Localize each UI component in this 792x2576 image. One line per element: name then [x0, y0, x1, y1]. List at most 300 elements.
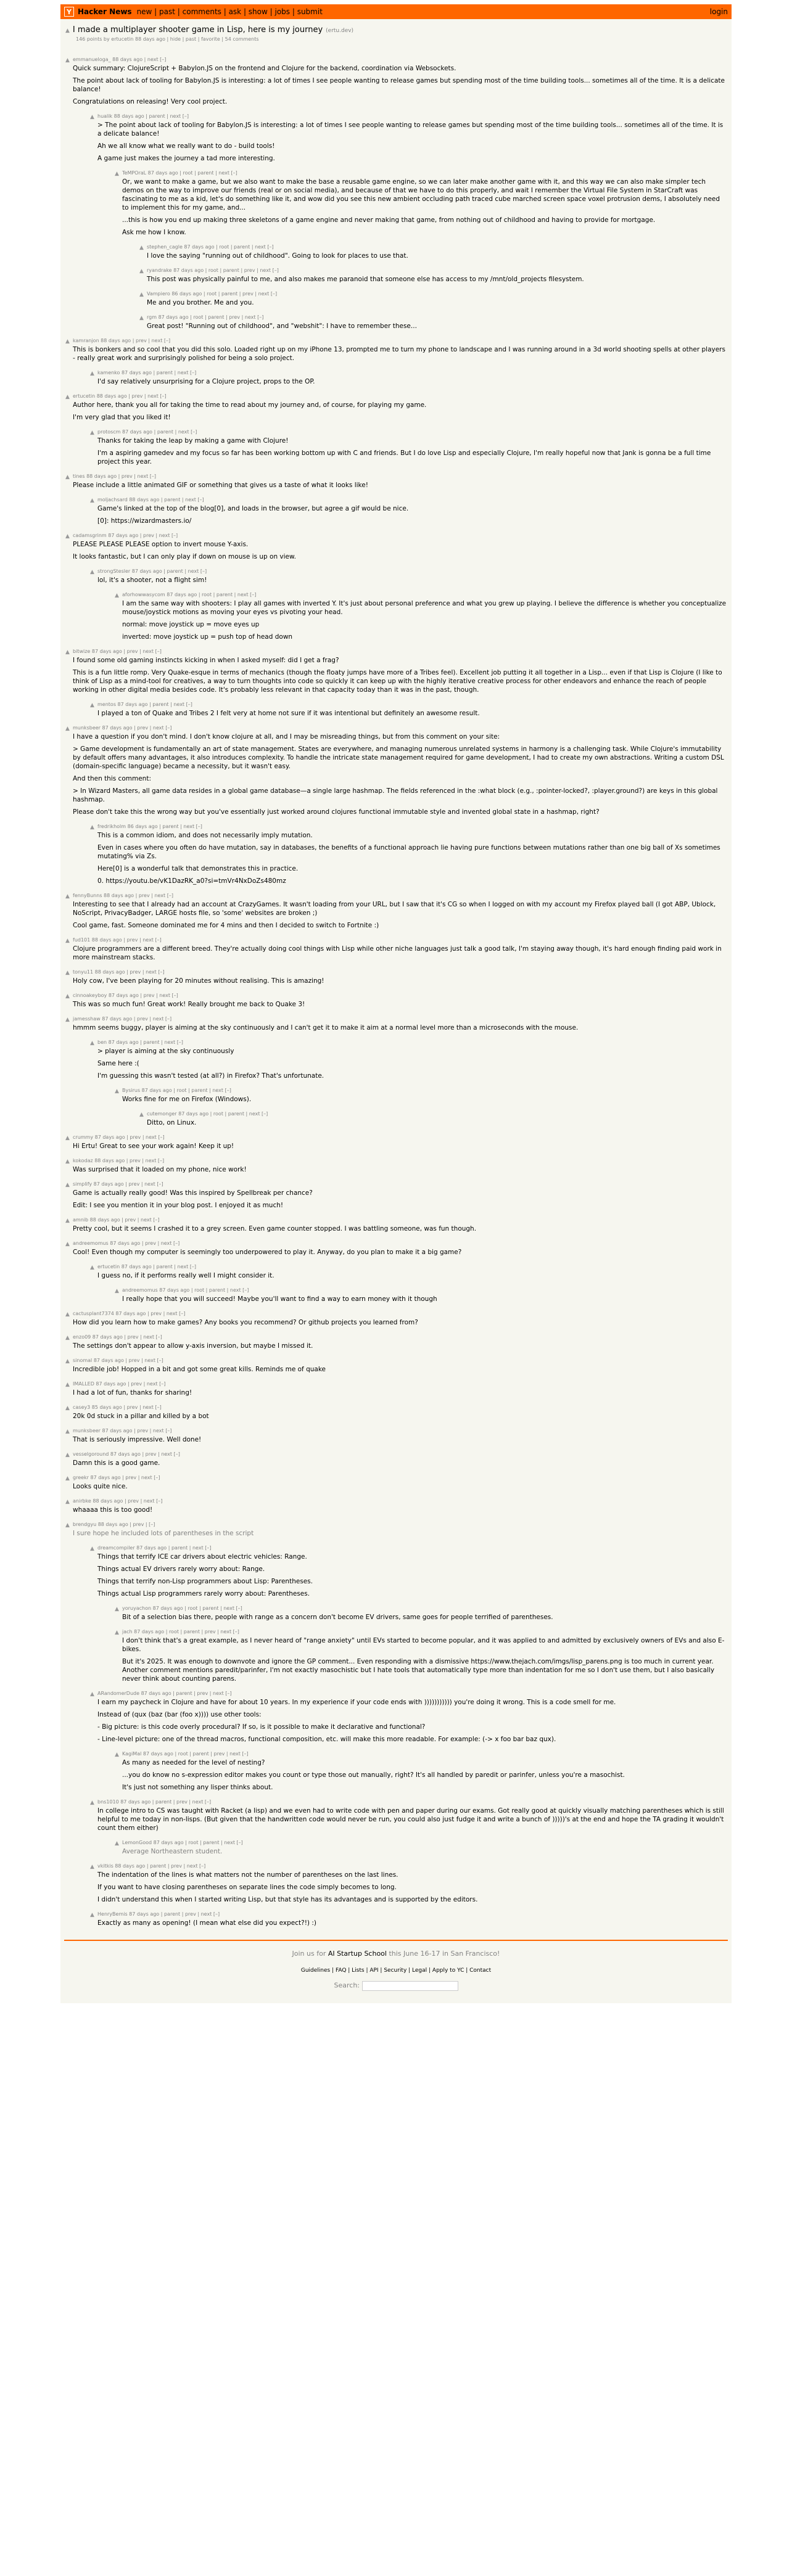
- comment-body: [97, 702, 727, 718]
- comment: [90, 1264, 727, 1280]
- upvote-arrow-icon[interactable]: ▲: [65, 1311, 70, 1318]
- comment-paragraph: I'm very glad that you liked it!: [73, 414, 171, 421]
- comment-body: [73, 937, 727, 962]
- comment-paragraph: This was so much fun! Great work! Really brought me back to Quake 3!: [73, 1001, 305, 1008]
- upvote-arrow-icon[interactable]: ▲: [65, 338, 70, 345]
- comment-body: [122, 170, 727, 237]
- upvote-arrow-icon[interactable]: ▲: [90, 1864, 94, 1870]
- comment: [65, 969, 727, 985]
- comment-paragraph: Things actual EV drivers rarely worry about: Range.: [97, 1565, 265, 1573]
- comment: [65, 1451, 727, 1467]
- comment-text: [73, 900, 727, 930]
- comment-body: [122, 1751, 727, 1792]
- upvote-arrow-icon[interactable]: ▲: [65, 726, 70, 732]
- upvote-arrow-icon[interactable]: ▲: [65, 970, 70, 976]
- comment-text: [122, 1613, 727, 1622]
- upvote-arrow-icon[interactable]: ▲: [65, 1335, 70, 1341]
- upvote-arrow-icon[interactable]: ▲: [115, 1606, 119, 1612]
- comment-paragraph: > player is aiming at the sky continuously: [97, 1048, 234, 1055]
- comment-text: [97, 437, 727, 466]
- yc-banner-prefix: Join us for: [292, 1950, 328, 1958]
- comment-paragraph: inverted: move joystick up = push top of head down: [122, 633, 293, 641]
- comment-body: [73, 1475, 727, 1491]
- top-bar: [60, 4, 732, 19]
- upvote-arrow-icon[interactable]: ▲: [65, 1218, 70, 1224]
- comment-paragraph: I played a ton of Quake and Tribes 2 I felt very at home not sure if it was intentional but definitely an awesome result.: [97, 710, 480, 717]
- upvote-arrow-icon[interactable]: ▲: [65, 1429, 70, 1435]
- story-title-row: [65, 25, 727, 35]
- comment-text: [73, 1142, 727, 1151]
- upvote-arrow-icon[interactable]: ▲: [65, 57, 70, 64]
- upvote-arrow-icon[interactable]: ▲: [65, 1358, 70, 1364]
- comment-paragraph: PLEASE PLEASE PLEASE option to invert mouse Y-axis.: [73, 541, 249, 548]
- comment-text: [97, 504, 727, 525]
- upvote-arrow-icon[interactable]: ▲: [65, 649, 70, 655]
- upvote-arrow-icon[interactable]: ▲: [90, 1546, 94, 1552]
- comment-paragraph: This is a common idiom, and does not necessarily imply mutation.: [97, 832, 313, 839]
- yc-startup-school-link[interactable]: AI Startup School: [328, 1950, 387, 1958]
- upvote-arrow-icon[interactable]: ▲: [90, 1265, 94, 1271]
- comment-header[interactable]: ertucetin 88 days ago | prev | next [–]: [73, 393, 167, 399]
- comment-body: [73, 1311, 727, 1327]
- comment-paragraph: Clojure programmers are a different breed. They're actually doing cool things with Lisp while other niche languages just talk a good talk, I'm staying away though, it's hard enough finding paid work in more mainstream stacks.: [73, 945, 722, 961]
- footer-links[interactable]: Guidelines | FAQ | Lists | API | Security | Legal | Apply to YC | Contact: [300, 1967, 492, 1974]
- comment-text: [122, 1847, 727, 1856]
- comment: [65, 649, 727, 694]
- comment: [90, 568, 727, 585]
- comment-body: [122, 1606, 727, 1622]
- comment: [115, 1751, 727, 1792]
- comment-body: [73, 1498, 727, 1514]
- comment: [115, 592, 727, 641]
- upvote-arrow-icon[interactable]: ▲: [90, 569, 94, 575]
- comment: [65, 993, 727, 1009]
- comment-text: [97, 1871, 727, 1904]
- comment-paragraph: Incredible job! Hopped in a bit and got some great kills. Reminds me of quake: [73, 1366, 326, 1373]
- comment-text: [97, 1553, 727, 1598]
- comment-text: [73, 1412, 727, 1421]
- search-input[interactable]: [362, 1981, 458, 1991]
- upvote-arrow-icon[interactable]: ▲: [90, 430, 94, 436]
- comment-paragraph: As many as needed for the level of nesting?: [122, 1759, 265, 1766]
- comment-body: [97, 370, 727, 386]
- comment-body: [73, 969, 727, 985]
- comment-paragraph: normal: move joystick up = move eyes up: [122, 621, 260, 628]
- comment-header[interactable]: munksbeer 87 days ago | prev | next [–]: [73, 725, 172, 731]
- comment-text: [97, 709, 727, 718]
- comment: [90, 429, 727, 466]
- comment-header[interactable]: casey3 85 days ago | prev | next [–]: [73, 1405, 162, 1410]
- comment: [139, 291, 727, 307]
- comment-body: [122, 592, 727, 641]
- comment-header[interactable]: enzo09 87 days ago | prev | next [–]: [73, 1334, 162, 1340]
- comment-header[interactable]: yoruyachon 87 days ago | root | parent | next [–]: [122, 1606, 242, 1611]
- comment: [139, 244, 727, 260]
- comment-header[interactable]: ryandrake 87 days ago | root | parent | prev | next [–]: [147, 268, 279, 273]
- comment-paragraph: I am the same way with shooters: I play all games with inverted Y. It's just about personal preference and what you grew up playing. I believe the difference is whether you conceptualize mouse/joystick motions as moving your eyes vs pivoting your head.: [122, 600, 727, 616]
- page-wrapper: [60, 4, 732, 2003]
- comment-paragraph: I'm a aspiring gamedev and my focus so far has been working bottom up with C and friends. But I do love Lisp and especially Clojure, I'm really hopeful now that Jank is gonna be a full time project this year.: [97, 449, 711, 466]
- comment-body: [147, 314, 727, 330]
- upvote-arrow-icon[interactable]: ▲: [139, 245, 144, 251]
- comment-header[interactable]: HenryBemis 87 days ago | parent | prev | next [–]: [97, 1911, 220, 1917]
- comment-header[interactable]: fud101 88 days ago | prev | next [–]: [73, 937, 162, 943]
- upvote-arrow-icon[interactable]: ▲: [90, 1800, 94, 1806]
- comment-paragraph: 20k 0d stuck in a pillar and killed by a bot: [73, 1413, 209, 1420]
- comment: [65, 1016, 727, 1032]
- comment-paragraph: Cool! Even though my computer is seemingly too underpowered to play it. Anyway, do you plan to make it a big game?: [73, 1249, 462, 1256]
- comment-body: [122, 1088, 727, 1104]
- comment-text: [122, 1295, 727, 1303]
- comment: [65, 1134, 727, 1151]
- comment-paragraph: I had a lot of fun, thanks for sharing!: [73, 1389, 192, 1397]
- comment-body: [73, 1181, 727, 1210]
- comment: [115, 1088, 727, 1104]
- comment-paragraph: Was surprised that it loaded on my phone, nice work!: [73, 1166, 247, 1173]
- comment-header[interactable]: KagiMal 87 days ago | root | parent | prev | next [–]: [122, 1751, 249, 1757]
- comment-body: [97, 568, 727, 585]
- comment-header[interactable]: anirbke 88 days ago | prev | next [–]: [73, 1498, 163, 1504]
- comment-header[interactable]: rgm 87 days ago | root | parent | prev | next [–]: [147, 314, 264, 320]
- upvote-arrow-icon[interactable]: ▲: [65, 1522, 70, 1528]
- comment-paragraph: I have a question if you don't mind. I don't know clojure at all, and I may be misreading things, but from this comment on your site:: [73, 733, 500, 740]
- comment-paragraph: ...this is how you end up making three skeletons of a game engine and never making that game, from nothing out of childhood and having to provide for mortgage.: [122, 216, 656, 224]
- comment-header[interactable]: greekr 87 days ago | prev | next [–]: [73, 1475, 160, 1480]
- comment-paragraph: Author here, thank you all for taking the time to read about my journey and, of course, for playing my game.: [73, 401, 427, 409]
- comment-paragraph: The point about lack of tooling for Babylon.JS is interesting: a lot of times I see people wanting to release games but spending most of the time building tools... sometimes all of the time. It is a delicate balance!: [73, 77, 725, 93]
- comment-paragraph: Exactly as many as opening! (I mean what else did you expect?!) :): [97, 1919, 316, 1927]
- comment-body: [122, 1287, 727, 1303]
- comment-header[interactable]: vkitkis 88 days ago | parent | prev | next [–]: [97, 1863, 206, 1869]
- comment-text: [97, 831, 727, 885]
- comment-text: [122, 1758, 727, 1792]
- comment-paragraph: And then this comment:: [73, 775, 151, 782]
- upvote-arrow-icon[interactable]: ▲: [65, 1159, 70, 1165]
- comment-paragraph: whaaaa this is too good!: [73, 1506, 153, 1514]
- comment-text: [73, 945, 727, 962]
- comment-paragraph: Ask me how I know.: [122, 229, 186, 236]
- comment: [139, 1111, 727, 1127]
- comment-header[interactable]: jamesshaw 87 days ago | prev | next [–]: [73, 1016, 172, 1022]
- comment-text: [73, 1248, 727, 1257]
- comment-text: [73, 1459, 727, 1467]
- comment-header[interactable]: amnib 88 days ago | prev | next [–]: [73, 1217, 160, 1223]
- comment: [90, 1799, 727, 1832]
- comment-paragraph: lol, it's a shooter, not a flight sim!: [97, 576, 207, 584]
- comment-paragraph: I don't think that's a great example, as I never heard of "range anxiety" until EVs started to become popular, and it was applied to and admitted by exclusively owners of EVs and also E-bikes.: [122, 1637, 725, 1653]
- comment-header[interactable]: bns1010 87 days ago | parent | prev | next [–]: [97, 1799, 212, 1805]
- upvote-arrow-icon[interactable]: ▲: [139, 1112, 144, 1118]
- upvote-arrow-icon[interactable]: ▲: [65, 474, 70, 480]
- upvote-arrow-icon[interactable]: ▲: [65, 1382, 70, 1388]
- comment-paragraph: The indentation of the lines is what matters not the number of parentheses on the last lines.: [97, 1871, 398, 1879]
- comment-header[interactable]: ben 87 days ago | parent | next [–]: [97, 1040, 183, 1045]
- comment-header[interactable]: strongStesler 87 days ago | parent | next [–]: [97, 568, 207, 574]
- comment-text: [73, 1365, 727, 1374]
- comment-header[interactable]: sinomal 87 days ago | prev | next [–]: [73, 1358, 163, 1363]
- comment-text: [122, 1095, 727, 1104]
- comment-body: [73, 393, 727, 422]
- comment-paragraph: If you want to have closing parentheses on separate lines the code simply becomes to long.: [97, 1884, 397, 1891]
- comment: [90, 113, 727, 163]
- upvote-arrow-icon[interactable]: ▲: [90, 1912, 94, 1918]
- comment-paragraph: Ah we all know what we really want to do - build tools!: [97, 142, 275, 150]
- upvote-arrow-icon[interactable]: ▲: [90, 1691, 94, 1697]
- upvote-arrow-icon[interactable]: ▲: [65, 533, 70, 539]
- comment-header[interactable]: munksbeer 87 days ago | prev | next [–]: [73, 1428, 172, 1434]
- comment-text: [73, 1388, 727, 1397]
- upvote-arrow-icon[interactable]: ▲: [115, 1752, 119, 1758]
- comment-header[interactable]: andreemomus 87 days ago | root | parent | next [–]: [122, 1287, 249, 1293]
- comment: [90, 824, 727, 885]
- comment-header[interactable]: ertucetin 87 days ago | parent | next [–]: [97, 1264, 197, 1270]
- comment: [65, 1475, 727, 1491]
- top-nav[interactable]: new | past | comments | ask | show | jobs | submit: [136, 7, 323, 16]
- comment-body: [97, 1691, 727, 1744]
- comment: [65, 1334, 727, 1350]
- hn-logo-icon[interactable]: Y: [64, 7, 74, 17]
- comment-text: [73, 1342, 727, 1350]
- upvote-arrow-icon[interactable]: ▲: [139, 292, 144, 298]
- comment: [65, 1405, 727, 1421]
- yc-banner: [64, 1950, 728, 1958]
- comment-paragraph: I really hope that you will succeed! Maybe you'll want to find a way to earn money with it though: [122, 1295, 437, 1303]
- comment-header[interactable]: kokodaz 88 days ago | prev | next [–]: [73, 1158, 165, 1163]
- footer: [64, 1940, 728, 2003]
- comment-paragraph: - Big picture: is this code overly procedural? If so, is it possible to make it declarative and functional?: [97, 1723, 426, 1731]
- upvote-arrow-icon[interactable]: ▲: [115, 171, 119, 177]
- comment-body: [73, 1381, 727, 1397]
- comment-text: [97, 1271, 727, 1280]
- comment-paragraph: Even in cases where you often do have mutation, say in databases, the benefits of a functional approach lie having pure functions between mutations rather than one big ball of Xs sometimes mutating% via Zs.: [97, 844, 720, 860]
- comment: [90, 1040, 727, 1080]
- upvote-arrow-icon[interactable]: ▲: [115, 1630, 119, 1636]
- comment-body: [73, 1134, 727, 1151]
- login-link[interactable]: login: [709, 7, 728, 16]
- comment-paragraph: That is seriously impressive. Well done!: [73, 1436, 202, 1443]
- upvote-arrow-icon[interactable]: ▲: [90, 824, 94, 831]
- comment-header[interactable]: tines 88 days ago | prev | next [–]: [73, 474, 157, 479]
- comment-paragraph: Please don't take this the wrong way but you've essentially just worked around clojures functional immutable style and invented global state in a hashmap, right?: [73, 808, 600, 816]
- comment-text: [73, 1023, 727, 1032]
- comment-text: [97, 377, 727, 386]
- upvote-arrow-icon[interactable]: ▲: [115, 1288, 119, 1294]
- comment-paragraph: A game just makes the journey a tad more interesting.: [97, 155, 275, 162]
- comment-header[interactable]: cinnoakeyboy 87 days ago | prev | next [–]: [73, 993, 178, 998]
- comment-paragraph: Works fine for me on Firefox (Windows).: [122, 1096, 252, 1103]
- comment-paragraph: Great post! "Running out of childhood", and "webshit": I have to remember these...: [147, 322, 417, 330]
- comment: [90, 1545, 727, 1598]
- comment: [65, 474, 727, 490]
- comment-text: [97, 1807, 727, 1832]
- comment-paragraph: Thanks for taking the leap by making a game with Clojure!: [97, 437, 289, 445]
- comment-body: [147, 1111, 727, 1127]
- upvote-arrow-icon[interactable]: ▲: [90, 1040, 94, 1046]
- comment-text: [73, 345, 727, 363]
- site-name[interactable]: Hacker News: [78, 7, 132, 16]
- comment-text: [147, 1118, 727, 1127]
- comment: [65, 1158, 727, 1174]
- comment-body: [97, 824, 727, 885]
- comment-text: [73, 1529, 727, 1538]
- comment-paragraph: Or, we want to make a game, but we also want to make the base a reusable game engine, so we can later make another game with it, and this way we can also make simpler tech demos on the way to improve our friends (real or on social media), and because of that we have to do this properly, and wait I remember the Virtual File System in StarCraft was fascinating to me as a kid, let's do something like it, and wow did you see this new ambient occluding path traced cube marched screen space voxel protrusion dems, I absolutely need to implement this for my game, and...: [122, 178, 720, 211]
- comment: [115, 170, 727, 237]
- comment-body: [97, 1799, 727, 1832]
- comment-paragraph: Congratulations on releasing! Very cool project.: [73, 98, 228, 105]
- comment-paragraph: This post was physically painful to me, and also makes me paranoid that someone else has access to my /mnt/old_projects filesystem.: [147, 276, 584, 283]
- comment-paragraph: The settings don't appear to allow y-axis inversion, but maybe I missed it.: [73, 1342, 313, 1350]
- comment-paragraph: I'd say relatively unsurprising for a Clojure project, props to the OP.: [97, 378, 315, 385]
- upvote-arrow-icon[interactable]: ▲: [139, 315, 144, 321]
- comment-header[interactable]: cadamsgrinm 87 days ago | prev | next [–]: [73, 533, 178, 538]
- comment-body: [73, 57, 727, 106]
- comment-header[interactable]: LemonGood 87 days ago | root | parent | next [–]: [122, 1840, 243, 1845]
- upvote-arrow-icon[interactable]: ▲: [115, 1840, 119, 1847]
- comment-header[interactable]: brendgyu 88 days ago | prev | [–]: [73, 1522, 155, 1527]
- comment-header[interactable]: cactusplant7374 87 days ago | prev | next [–]: [73, 1311, 186, 1316]
- comment-text: [97, 576, 727, 585]
- upvote-arrow-icon[interactable]: ▲: [65, 1452, 70, 1458]
- comment-header[interactable]: fennyBunns 88 days ago | prev | next [–]: [73, 893, 173, 898]
- comment-body: [97, 1040, 727, 1080]
- comment-header[interactable]: bitwize 87 days ago | prev | next [–]: [73, 649, 162, 654]
- comment-paragraph: I love the saying "running out of childhood". Going to look for places to use that.: [147, 252, 408, 260]
- comment-header[interactable]: vesselgoround 87 days ago | prev | next [–]: [73, 1451, 180, 1457]
- comment-header[interactable]: emmanueloga_ 88 days ago | next [–]: [73, 57, 167, 62]
- comment-header[interactable]: kamenko 87 days ago | parent | next [–]: [97, 370, 197, 375]
- upvote-arrow-icon[interactable]: ▲: [90, 498, 94, 504]
- comment-header[interactable]: kamranjon 88 days ago | prev | next [–]: [73, 338, 171, 343]
- comment-body: [73, 1358, 727, 1374]
- comment-header[interactable]: tonyu11 88 days ago | prev | next [–]: [73, 969, 165, 975]
- comment-paragraph: It's just not something any lisper thinks about.: [122, 1784, 273, 1791]
- comment-text: [97, 121, 727, 163]
- comment-body: [97, 113, 727, 163]
- comment-paragraph: - Line-level picture: one of the thread macros, functional composition, etc. will make this more readable. For example: (-> x foo bar baz qux).: [97, 1736, 556, 1743]
- comment-header[interactable]: ARandomerDude 87 days ago | parent | prev | next [–]: [97, 1691, 232, 1696]
- comment-header[interactable]: andreemomus 87 days ago | prev | next [–]: [73, 1241, 180, 1246]
- comment-header[interactable]: cutemonger 87 days ago | root | parent | next [–]: [147, 1111, 268, 1117]
- comment: [65, 1241, 727, 1257]
- comment-header[interactable]: hualik 88 days ago | parent | next [–]: [97, 113, 189, 119]
- comment-text: [147, 252, 727, 260]
- comment-header[interactable]: Bysirus 87 days ago | root | parent | next [–]: [122, 1088, 231, 1093]
- story: [60, 19, 732, 49]
- comment-text: [147, 298, 727, 307]
- upvote-arrow-icon[interactable]: ▲: [65, 28, 70, 34]
- comment-text: [73, 481, 727, 490]
- story-subtext: 146 points by ertucetin 88 days ago | hide | past | favorite | 54 comments: [76, 36, 259, 42]
- comment-header[interactable]: stephen_cagle 87 days ago | root | parent | next [–]: [147, 244, 274, 250]
- upvote-arrow-icon[interactable]: ▲: [65, 1241, 70, 1247]
- comment: [65, 1358, 727, 1374]
- upvote-arrow-icon[interactable]: ▲: [65, 1135, 70, 1141]
- comment-header[interactable]: fredrikholm 86 days ago | parent | next [–]: [97, 824, 202, 829]
- upvote-arrow-icon[interactable]: ▲: [65, 993, 70, 999]
- comment-paragraph: It looks fantastic, but I can only play if down on mouse is up on view.: [73, 553, 296, 560]
- story-title[interactable]: I made a multiplayer shooter game in Lisp, here is my journey: [72, 25, 323, 35]
- comment-header[interactable]: IMALLED 87 days ago | prev | next [–]: [73, 1381, 166, 1387]
- comment-text: [73, 1318, 727, 1327]
- comment: [90, 497, 727, 525]
- comment-text: [147, 322, 727, 330]
- comment-paragraph: Instead of (qux (baz (bar (foo x)))) use other tools:: [97, 1711, 262, 1718]
- comment-paragraph: Me and you brother. Me and you.: [147, 299, 254, 306]
- comment: [65, 1181, 727, 1210]
- comment: [90, 1863, 727, 1904]
- comment-paragraph: In college intro to CS was taught with Racket (a lisp) and we even had to write code with pen and paper during our exams. Got really good at quickly visually matching parentheses which is still helpful to me today in non-lisps. (But given that the handwritten code would never be run, you could also just fudge it and write a bunch of )))))'s at the end and hope the TA grading it wouldn't count them either): [97, 1807, 724, 1832]
- comment-body: [97, 497, 727, 525]
- comment: [65, 1428, 727, 1444]
- upvote-arrow-icon[interactable]: ▲: [65, 1017, 70, 1023]
- story-domain[interactable]: (ertu.dev): [326, 28, 354, 34]
- comment: [65, 1381, 727, 1397]
- comment-header[interactable]: dreamcompiler 87 days ago | parent | next [–]: [97, 1545, 212, 1551]
- comment-body: [73, 1334, 727, 1350]
- upvote-arrow-icon[interactable]: ▲: [65, 394, 70, 400]
- comment-body: [122, 1840, 727, 1856]
- comment-header[interactable]: Vampiero 86 days ago | root | parent | prev | next [–]: [147, 291, 278, 297]
- upvote-arrow-icon[interactable]: ▲: [90, 702, 94, 708]
- comment-paragraph: hmmm seems buggy, player is aiming at the sky continuously and I can't get it to make it aim at a normal level more than a microseconds with the mouse.: [73, 1024, 579, 1032]
- comment-paragraph: > The point about lack of tooling for Babylon.JS is interesting: a lot of times I see people wanting to release games but spending most of the time building tools... sometimes all of the time. It is a delicate balance!: [97, 121, 724, 137]
- comment-paragraph: [0]: https://wizardmasters.io/: [97, 517, 192, 525]
- comment-body: [97, 1264, 727, 1280]
- comment: [139, 314, 727, 330]
- comment-header[interactable]: jach 87 days ago | root | parent | prev | next [–]: [122, 1629, 239, 1635]
- upvote-arrow-icon[interactable]: ▲: [65, 1405, 70, 1411]
- comment-header[interactable]: moljachsard 88 days ago | parent | next [–]: [97, 497, 204, 502]
- comment-paragraph: Edit: I see you mention it in your blog post. I enjoyed it as much!: [73, 1202, 284, 1209]
- upvote-arrow-icon[interactable]: ▲: [90, 371, 94, 377]
- comment-body: [97, 1545, 727, 1598]
- search-label: Search:: [334, 1981, 360, 1990]
- comment-header[interactable]: crummy 87 days ago | prev | next [–]: [73, 1134, 165, 1140]
- upvote-arrow-icon[interactable]: ▲: [139, 268, 144, 274]
- comment-text: [73, 656, 727, 694]
- comment-header[interactable]: protoscm 87 days ago | parent | next [–]: [97, 429, 197, 435]
- upvote-arrow-icon[interactable]: ▲: [115, 593, 119, 599]
- comment-body: [73, 1217, 727, 1233]
- upvote-arrow-icon[interactable]: ▲: [65, 893, 70, 900]
- comment-text: [73, 540, 727, 561]
- comment-text: [73, 1165, 727, 1174]
- comment-text: [73, 1506, 727, 1514]
- comment-paragraph: I sure hope he included lots of parentheses in the script: [73, 1530, 254, 1537]
- upvote-arrow-icon[interactable]: ▲: [65, 938, 70, 944]
- comment-header[interactable]: simplify 87 days ago | prev | next [–]: [73, 1181, 163, 1187]
- comment-header[interactable]: aforhowwasycom 87 days ago | root | parent | next [–]: [122, 592, 257, 597]
- upvote-arrow-icon[interactable]: ▲: [65, 1499, 70, 1505]
- comment-header[interactable]: mentos 87 days ago | parent | next [–]: [97, 702, 192, 707]
- upvote-arrow-icon[interactable]: ▲: [115, 1088, 119, 1094]
- comment-body: [97, 429, 727, 466]
- comment-paragraph: Pretty cool, but it seems I crashed it to a grey screen. Even game counter stopped. I was battling someone, was fun though.: [73, 1225, 477, 1233]
- comment-body: [147, 291, 727, 307]
- comment-text: [122, 178, 727, 237]
- upvote-arrow-icon[interactable]: ▲: [65, 1182, 70, 1188]
- comment-paragraph: > Game development is fundamentally an art of state management. States are everywhere, and managing numerous unrelated systems in harmony is a challenging task. While Clojure's immutability by default offers many advantages, it also introduces complexity. To handle the intricate state management required for game development, I had to create my own abstractions. Writing a custom DSL (domain-specific language) became a necessity, but it wasn't easy.: [73, 745, 724, 770]
- comment-body: [73, 1522, 727, 1538]
- upvote-arrow-icon[interactable]: ▲: [65, 1475, 70, 1482]
- footer-search: [64, 1981, 728, 1991]
- comment-header[interactable]: TeMPOraL 87 days ago | root | parent | next [–]: [122, 170, 237, 176]
- comment-text: [73, 1189, 727, 1210]
- upvote-arrow-icon[interactable]: ▲: [90, 114, 94, 120]
- comment: [115, 1287, 727, 1303]
- comment-paragraph: Things that terrify ICE car drivers about electric vehicles: Range.: [97, 1553, 307, 1561]
- comment: [139, 268, 727, 284]
